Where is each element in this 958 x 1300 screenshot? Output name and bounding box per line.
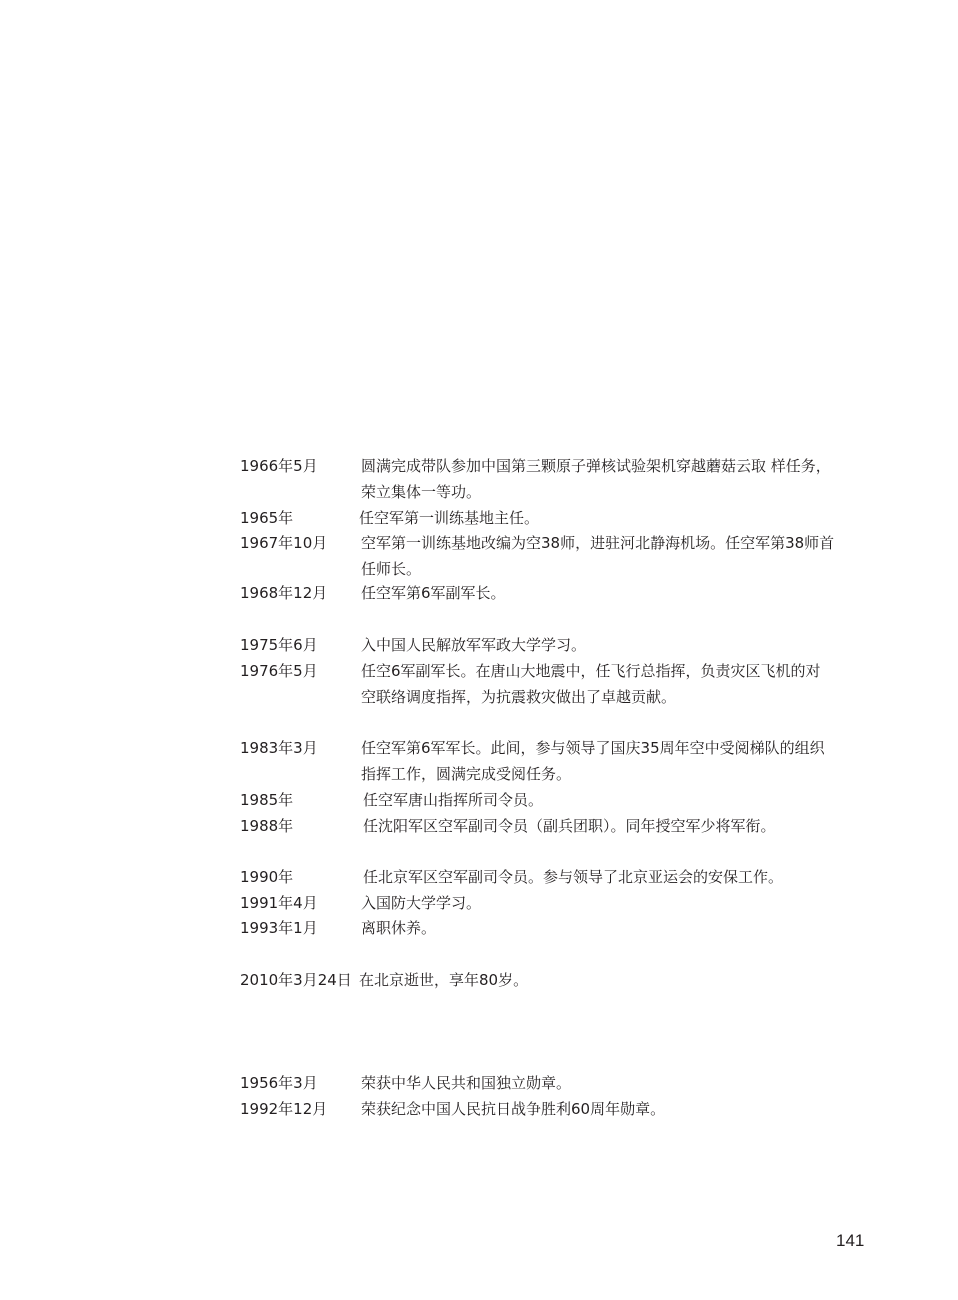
entry-line: 入国防大学学习。 [361,894,482,912]
entry-text [359,505,864,531]
entry-text [361,658,866,710]
entry-text [361,915,866,941]
entry-line: 在北京逝世，享年80岁。 [359,971,529,989]
entry-date: 1976年5月 [240,662,318,680]
entry-line: 入中国人民解放军军政大学学习。 [361,636,587,654]
entry-date: 1985年 [240,791,294,809]
entry-text [361,735,866,787]
entry-line: 任师长。 [361,560,422,578]
entry-line: 圆满完成带队参加中国第三颗原子弹核试验架机穿越蘑菇云取 样任务， [361,457,831,475]
entry-line: 任空军第6军副军长。 [361,584,506,602]
entry-date: 1968年12月 [240,584,328,602]
entry-date: 1965年 [240,509,294,527]
entry-text [363,813,868,839]
entry-line: 空联络调度指挥，为抗震救灾做出了卓越贡献。 [361,688,677,706]
entry-line: 任空6军副军长。在唐山大地震中，任飞行总指挥，负责灾区飞机的对 [361,662,821,680]
entry-line: 任沈阳军区空军副司令员（副兵团职）。同年授空军少将军衔。 [363,817,776,835]
page-number: 141 [836,1231,865,1250]
entry-text [361,530,866,582]
entry-text [361,580,866,606]
entry-text [361,890,866,916]
entry-line: 离职休养。 [361,919,437,937]
entry-text [361,632,866,658]
entry-line: 任空军唐山指挥所司令员。 [363,791,544,809]
entry-line: 空军第一训练基地改编为空38师，进驻河北静海机场。任空军第38师首 [361,534,835,552]
entry-date: 1966年5月 [240,457,318,475]
award-line: 荣获中华人民共和国独立勋章。 [361,1074,572,1092]
entry-text [363,864,868,890]
entry-text [361,453,866,505]
entry-date: 1988年 [240,817,294,835]
entry-date: 1990年 [240,868,294,886]
entry-line: 任空军第6军军长。此间，参与领导了国庆35周年空中受阅梯队的组织 [361,739,825,757]
entry-line: 指挥工作，圆满完成受阅任务。 [361,765,572,783]
entry-text [359,967,864,993]
award-text [361,1070,866,1096]
entry-date: 1993年1月 [240,919,318,937]
entry-line: 任空军第一训练基地主任。 [359,509,540,527]
entry-date: 1983年3月 [240,739,318,757]
award-line: 荣获纪念中国人民抗日战争胜利60周年勋章。 [361,1100,666,1118]
entry-line: 荣立集体一等功。 [361,483,482,501]
entry-date: 1967年10月 [240,534,328,552]
award-date: 1956年3月 [240,1074,318,1092]
entry-date: 2010年3月24日 [240,971,352,989]
award-text [361,1096,866,1122]
award-date: 1992年12月 [240,1100,328,1118]
entry-text [363,787,868,813]
entry-date: 1991年4月 [240,894,318,912]
entry-line: 任北京军区空军副司令员。参与领导了北京亚运会的安保工作。 [363,868,784,886]
entry-date: 1975年6月 [240,636,318,654]
